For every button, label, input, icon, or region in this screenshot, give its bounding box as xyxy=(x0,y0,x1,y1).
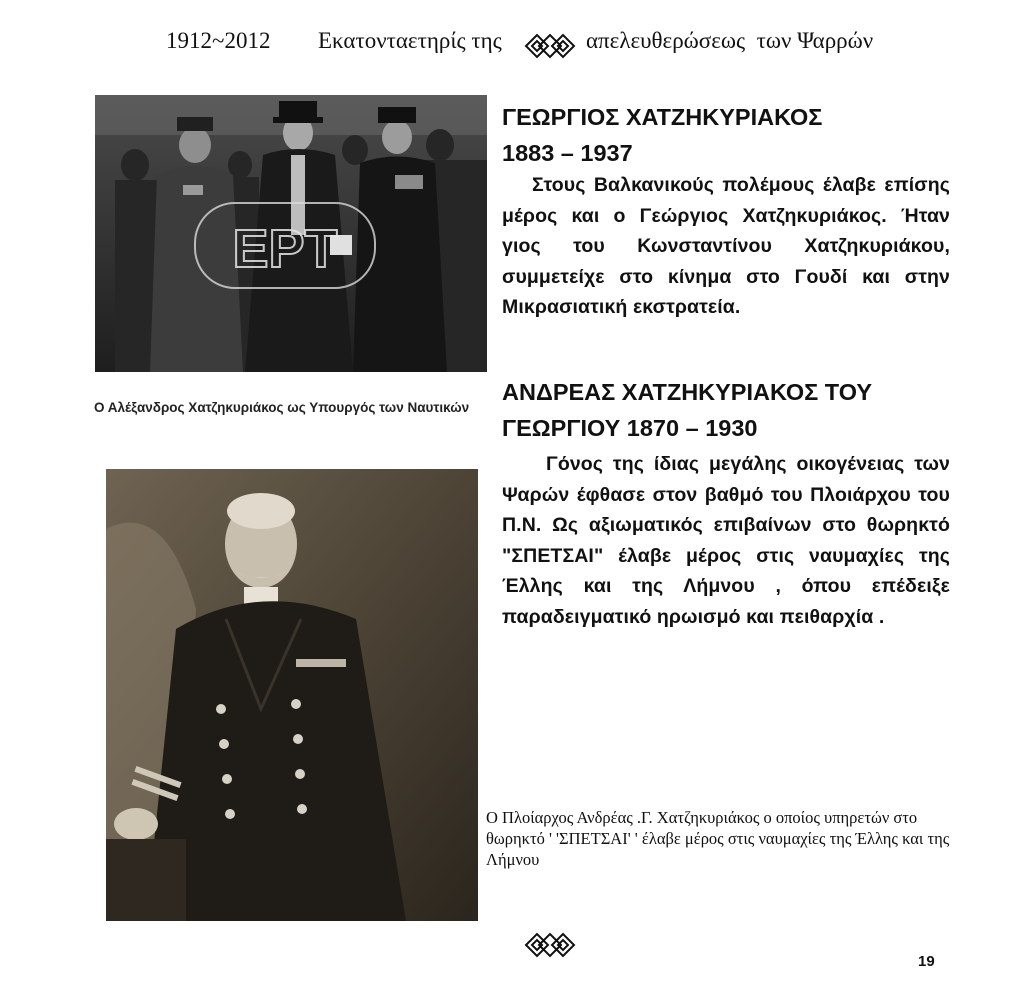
header-title-part2: απελευθερώσεως των Ψαρρών xyxy=(586,28,874,53)
photo2-caption: Ο Πλοίαρχος Ανδρέας .Γ. Χατζηκυριάκος ο οποίος υπηρετών στο θωρηκτό ' 'ΣΠΕΤΣΑΙ' ' έλαβε μέρος στις ναυμαχίες της Έλλης και της Λήμνου xyxy=(486,808,950,869)
page-header xyxy=(0,26,1013,62)
photo1-watermark-text: ΕΡΤ xyxy=(232,219,338,279)
photo-ministers-group xyxy=(95,95,487,372)
section1-heading-name: ΓΕΩΡΓΙΟΣ ΧΑΤΖΗΚΥΡΙΑΚΟΣ xyxy=(502,104,823,130)
ornament-icon xyxy=(524,931,576,959)
section2-paragraph-text: Γόνος της ίδιας μεγάλης οικογένειας των Ψαρών έφθασε στον βαθμό του Πλοιάρχου του Π.Ν. Ως αξιωματικός επιβαίνων στο θωρηκτό "ΣΠΕΤΣΑΙ" έλαβε μέρος στις ναυμαχίες της Έλλης και της Λήμνου , όπου επέδειξε παραδειγματικό ηρωισμό και πειθαρχία . xyxy=(502,453,950,628)
section2-heading-years: ΓΕΩΡΓΙΟΥ 1870 – 1930 xyxy=(502,415,758,441)
page-number: 19 xyxy=(918,953,935,970)
header-title-part1: Εκατονταετηρίς της xyxy=(318,28,502,53)
section2-heading-name: ΑΝΔΡΕΑΣ ΧΑΤΖΗΚΥΡΙΑΚΟΣ ΤΟΥ xyxy=(502,379,873,405)
photo-captain-portrait xyxy=(106,469,478,921)
section2-paragraph xyxy=(502,449,950,632)
photo1-caption: Ο Αλέξανδρος Χατζηκυριάκος ως Υπουργός των Ναυτικών xyxy=(94,400,470,415)
section1-paragraph-text: Στους Βαλκανικούς πολέμους έλαβε επίσης μέρος και ο Γεώργιος Χατζηκυριάκος. Ήταν γιος του Κωνσταντίνου Χατζηκυριάκου, συμμετείχε στο κίνημα στο Γουδί και στην Μικρασιατική εκστρατεία. xyxy=(502,174,950,318)
section1-heading-years: 1883 – 1937 xyxy=(502,140,633,166)
ornament-icon xyxy=(524,32,576,60)
section1-paragraph xyxy=(502,170,950,323)
header-years: 1912~2012 xyxy=(166,28,271,53)
